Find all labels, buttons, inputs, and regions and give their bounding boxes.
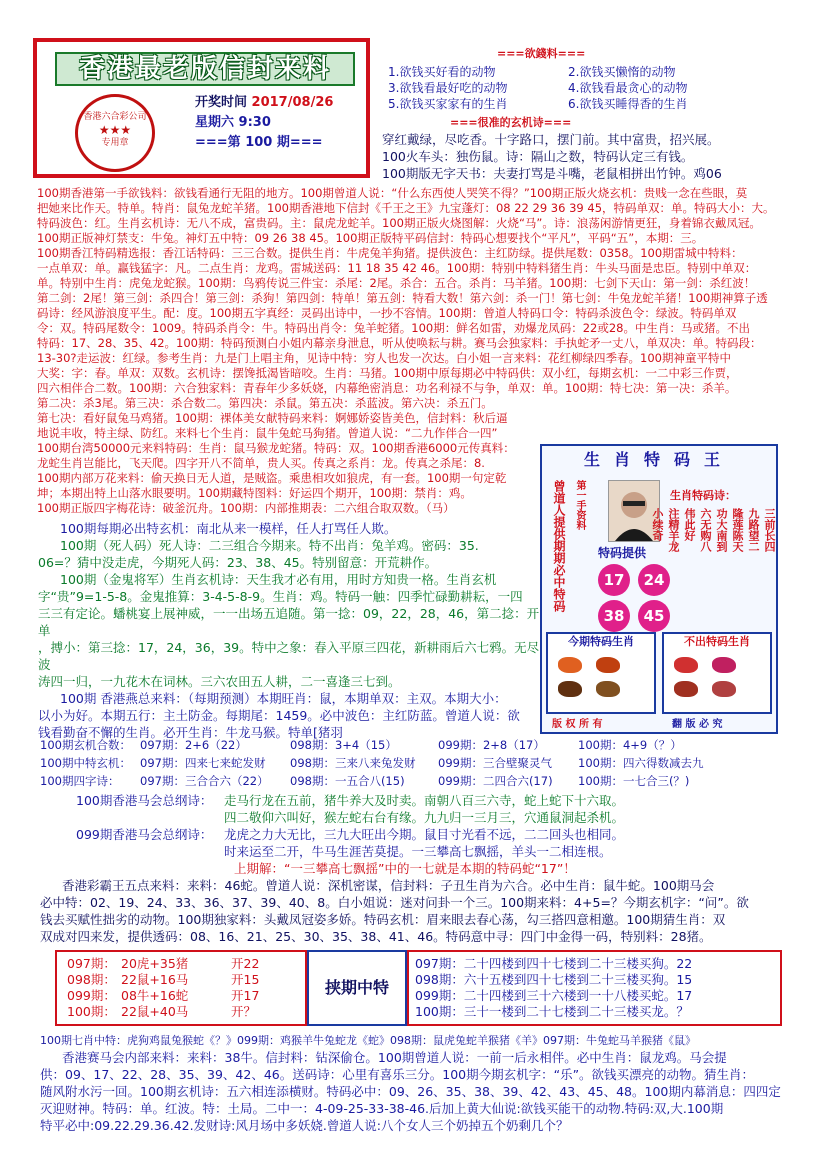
text-line: 13-30?走运波：红绿。参考生肖：九是门上唱主角，见诗中特：穷人也发一次达。白小姐一言来料：花红柳绿四季春。100期神童平特中 — [37, 351, 731, 365]
poem-line: 走马行龙在五前，猪牛养大及时卖。南朝八百三六寺，蛇上蛇下十六取。 — [224, 793, 625, 808]
xuanji-row — [40, 772, 800, 790]
poem-title: 生肖特码诗： — [670, 489, 736, 502]
poem-block — [382, 131, 802, 182]
zodiac-animal-icon — [712, 681, 736, 697]
zodiac-animal-icon — [674, 657, 698, 673]
row-cell: 098期：三来八来兔发财 — [290, 756, 416, 770]
text-line: 必中特：02、19、24、33、36、37、39、40、8。白小姐说：迷对问卦一个三。100期来料：4+5=？今期玄机字：“问”。欲 — [40, 895, 749, 910]
text-line: 涛四一归，一九花木在词林。三六农田五人耕，二一喜逢三七到。 — [38, 674, 401, 689]
period-floor-row: 099期：二十四楼到三十六楼到一十八楼买蛇。17 — [415, 988, 693, 1003]
text-line: 灭迎财神。特码：单。红波。特：土局。二中一：4-09-25-33-38-46.后加上黄大仙说:欲钱买能干的动物.特码:双,大.100期 — [40, 1101, 724, 1116]
poem-line: 时来运至二开，牛马生涯苦莫提。一三攀高七飘摇，羊头一二相连根。 — [224, 844, 612, 859]
special-label: 特码提供 — [598, 546, 647, 560]
money-item: 1.欲钱买好看的动物 — [388, 65, 496, 79]
text-line: 特平必中:09.22.29.36.42.发财诗:风月场中多妖娆.曾道人说:八个女人三个奶掉五个奶剩几个？ — [40, 1118, 569, 1133]
seal-stars: ★★★ — [98, 123, 132, 137]
horse-club-block — [76, 792, 806, 877]
poem-line: 100期版无字天书：夫妻打骂是斗嘴，老鼠相拼出竹钟。鸡06 — [382, 166, 722, 181]
period-table-center: 挟期中特 — [307, 950, 407, 1026]
text-line: 06=？猜中没走虎，今期死人码：23、38、45。特别留意：开荒耕作。 — [38, 555, 438, 570]
poem-line: 龙虎之力大无比，三九大旺出今期。鼠目寸光看不远，二二回头也相同。 — [224, 827, 625, 842]
xuanji-table — [40, 736, 800, 790]
poem-label: 100期香港马会总纲诗： — [76, 793, 213, 808]
number-ball: 45 — [638, 600, 670, 632]
draw-time-row — [195, 94, 333, 112]
period-result: 开22 — [231, 956, 260, 971]
poem-col: 三前长四 — [763, 508, 776, 552]
poem-col: 六无购八 — [699, 508, 712, 552]
money-item: 6.欲钱买睡得香的生肖 — [568, 97, 688, 111]
this-issue-panel — [546, 632, 656, 714]
zodiac-animal-icon — [596, 657, 620, 673]
zodiac-animal-icon — [712, 657, 736, 673]
text-line: 供：09、17、22、28、35、39、42、46。送码诗：心里有喜乐三分。100期今期玄机字：“乐”。欲钱买漂亮的动物。猜生肖： — [40, 1067, 755, 1082]
poem-line: 穿红戴绿，尽吃香。十字路口，摆门前。其中富贵，招兴展。 — [382, 132, 720, 147]
zodiac-animal-icon — [596, 681, 620, 697]
bottom-text-block — [40, 1032, 810, 1134]
row-cell: 097期：四来七来蛇发财 — [140, 756, 266, 770]
period-floor-row: 098期：六十五楼到四十七楼到二十三楼买狗。15 — [415, 972, 693, 987]
text-line: 特码波色：红。生肖玄机诗：无八不成，富贵码。主：鼠虎龙蛇羊。100期正版火烧图解：火烧“马”。诗：浪荡闲游情更狂，身着锦衣戴凤冠。 — [37, 216, 761, 230]
text-line: 地说丰收，特主绿、防红。来料七个生肖：鼠牛兔蛇马狗猪。曾道人说：“二九作伴合一四” — [37, 426, 498, 440]
official-seal — [75, 94, 155, 172]
text-line: 第七决：看好鼠兔马鸡猪。100期：裸体美女献特码来料：婀娜娇姿皆美色，信封料：秋后逼 — [37, 411, 508, 425]
text-line: 第二决：杀3尾。第三决：杀合数二。第四决：杀鼠。第五决：杀蓝波。第六决：杀五门。 — [37, 396, 493, 410]
row-label: 100期四字诗： — [40, 774, 120, 788]
period-issue: 098期： — [67, 972, 116, 987]
period-nums: 08牛+16蛇 — [121, 988, 189, 1003]
text-line: 100期正版神灯禁支：牛兔。神灯五中特：09 26 38 45。100期正版特平码信封：特码心想要找个“平凡”，平码“五”，本期：三。 — [37, 231, 704, 245]
number-ball: 24 — [638, 564, 670, 596]
poem-col: 小续奇 — [651, 508, 664, 541]
number-ball: 17 — [598, 564, 630, 596]
text-line: 码诗：经风游浪度平生。配：度。100期五字真经：灵码出诗中，一抄不容情。100期：曾道人特码口令：特码杀波色令：绿波。特码单双 — [37, 306, 737, 320]
poem-line: 四二敬仰六叫好，猴左蛇右台有缘。九九归一三月三，穴通鼠洞起杀机。 — [224, 810, 625, 825]
row-cell: 100期：一七合三(？) — [578, 774, 690, 788]
draw-time-label: 开奖时间 — [195, 95, 248, 110]
number-ball: 38 — [598, 600, 630, 632]
period-nums: 22鼠+40马 — [121, 1004, 189, 1019]
period-issue: 097期： — [67, 956, 116, 971]
period-result: 开17 — [231, 988, 260, 1003]
text-line: 把她来比作天。特单。特肖：鼠兔龙蛇羊猪。100期香港地下信封《千王之王》九宝蓬灯：08 22 29 36 39 45，特码单双：单。特码大小：大。 — [37, 201, 775, 215]
footer-left: 版 权 所 有 — [552, 719, 603, 730]
text-line: 100期 香港燕总来料：（每期预测）本期旺肖：鼠，本期单双：主双。本期大小： — [60, 691, 507, 706]
row-label: 100期中特玄机： — [40, 756, 131, 770]
period-floor-row: 097期：二十四楼到四十七楼到二十三楼买狗。22 — [415, 956, 693, 971]
xuanji-row — [40, 754, 800, 772]
not-special-panel — [662, 632, 772, 714]
text-line: 100期正版四字梅花诗：破釜沉舟。100期：内部推期表：二六组合取双数。（马） — [37, 501, 455, 515]
row-cell: 099期：2+8（17） — [438, 738, 545, 752]
text-line: 随风附水污一回。100期玄机诗：五六相连添横财。特码必中：09、26、35、38、39、42、43、45、48。100期内幕消息：四四定 — [40, 1084, 781, 1099]
row-cell: 097期：2+6（22） — [140, 738, 247, 752]
text-line: 100期香江特码精选报：香江话特码：三三合数。提供生肖：牛虎兔羊狗猪。提供波色：主红防绿。提供尾数：0358。100期雷城中特料： — [37, 246, 743, 260]
row-cell: 098期：一五合八(15) — [290, 774, 405, 788]
zodiac-title: 生肖特码王 — [583, 450, 734, 469]
period-result: 开？ — [231, 1004, 257, 1019]
text-line: 龙蛇生肖岂能比，飞天爬。四字开八不简单，贵人买。传真之系肖：龙。传真之杀尾：8. — [37, 456, 485, 470]
row-label: 100期玄机合数： — [40, 738, 131, 752]
money-item: 5.欲钱买家家有的生肖 — [388, 97, 508, 111]
text-line: 四六相伴合二数。100期：六合独家料：青春年少多妖娆，内幕绝密消息：功名利禄不与争，单双：单。100期：特七决：第一决：杀羊。 — [37, 381, 737, 395]
zodiac-vertical-left: 曾道人提供期期必中特码 — [552, 480, 566, 612]
poem-col: 隆莲陈天 — [731, 508, 744, 552]
not-special-label: 不出特码生肖 — [684, 635, 750, 648]
zodiac-ribbon: 第一手资料 — [574, 480, 585, 530]
footer-right: 翻 版 必 究 — [672, 719, 723, 730]
zodiac-animal-icon — [558, 657, 582, 673]
row-cell: 100期：4+9（？） — [578, 738, 682, 752]
draw-date: 2017/08/26 — [251, 95, 334, 110]
text-line: 第二剑：2尾！第三剑：杀四合！第三剑：杀狗！第四剑：特单！第五剑：特看大数！第六剑：杀一门！第七剑：牛兔龙蛇羊猪！100期神算子透 — [37, 291, 768, 305]
this-issue-label: 今期特码生肖 — [568, 635, 634, 648]
row-cell: 099期：三合壁聚灵气 — [438, 756, 552, 770]
period-result: 开15 — [231, 972, 260, 987]
poem-label: 099期香港马会总纲诗： — [76, 827, 213, 842]
page-title: 香港最老版信封来料 — [55, 52, 355, 86]
money-item: 4.欲钱看最贪心的动物 — [568, 81, 688, 95]
period-nums: 22鼠+16马 — [121, 972, 189, 987]
poem-line: 100火车头：独伤鼠。诗：隔山之数，特码认定三有钱。 — [382, 149, 694, 164]
zodiac-animal-icon — [558, 681, 582, 697]
poem-heading: ===很准的玄机诗=== — [450, 116, 572, 129]
text-line: 100期内部万花来料：偷天换日无人道，是贼盗。乘患相攻如狼虎，有一套。100期一句定乾 — [37, 471, 507, 485]
period-nums: 20虎+35猪 — [121, 956, 189, 971]
issue-number: ===第 100 期=== — [195, 135, 323, 150]
text-line: 字“贵”9=1-5-8。金鬼推算：3-4-5-8-9。生肖：鸡。特码一触：四季忙碌勤耕耘，一四 — [38, 589, 523, 604]
money-heading: ===欲錢料=== — [497, 47, 586, 60]
period-table-left — [55, 950, 307, 1026]
header-box — [33, 38, 370, 178]
last-issue-solution: 上期解：“一三攀高七飘摇”中的一七就是本期的特码蛇“17”！ — [234, 861, 576, 876]
row-cell: 097期：三合合六（22） — [140, 774, 269, 788]
row-cell: 098期：3+4（15） — [290, 738, 397, 752]
row-cell: 099期：二四合六(17) — [438, 774, 553, 788]
seal-bottom-text: 专用章 — [101, 138, 129, 148]
period-floor-row: 100期：三十一楼到二十七楼到二十三楼买龙。？ — [415, 1004, 689, 1019]
text-line: 100期每期必出特玄机：南北从来一模样，任人打骂任人欺。 — [60, 521, 397, 536]
text-line: 一点单双：单。赢钱猛字：凡。二点生肖：龙鸡。雷城送码：11 18 35 42 46。100期：特别中特料猪生肖：牛头马面是忠臣。特别中单双： — [37, 261, 757, 275]
text-line: 特码：17、28、35、42。100期：特码预测白小姐内幕亲身泄息，听从使唤耘与耕。赛马会独家料：手执蛇矛一丈八，单双决：单。特码段： — [37, 336, 762, 350]
mid-text-block — [38, 520, 540, 741]
money-item: 3.欲钱看最好吃的动物 — [388, 81, 508, 95]
poem-col: 九路望二 — [747, 508, 760, 552]
text-line: 大奖：字：春。单双：双数。玄机诗：摆馋抵渴皆暗咬。生肖：马猪。100期中原每期必中特码供：双小红，每期玄机：一二中彩三作贾， — [37, 366, 738, 380]
text-line: 香港彩霸王五点来料：来料：46蛇。曾道人说：深机密谋，信封料：子丑生肖为六合。必中生肖：鼠牛蛇。100期马会 — [62, 878, 715, 893]
poem-col: 功大南到 — [715, 508, 728, 552]
zodiac-animal-icon — [674, 681, 698, 697]
period-issue: 099期： — [67, 988, 116, 1003]
text-line: 100期香港第一手欲钱料：欲钱看通行无阻的地方。100期曾道人说：“什么东西使人哭笑不得？”100期正版火烧玄机：贵贱一念在些眼，莫 — [37, 186, 748, 200]
xuanji-row — [40, 736, 800, 754]
poem-col: 伟此好 — [683, 508, 696, 541]
poem-col: 注精羊龙 — [667, 508, 680, 552]
text-line: 100期（金鬼将军）生肖玄机诗：天生我才必有用，用时方知贵一格。生肖玄机 — [60, 572, 497, 587]
row-cell: 100期：四六得数减去九 — [578, 756, 704, 770]
money-list — [388, 64, 748, 112]
seal-top-text: 香港六合彩公司 — [83, 112, 147, 122]
text-line: 香港赛马会内部来料：来料：38牛。信封料：钻深偷仓。100期曾道人说：一前一后永相伴。必中生肖：鼠龙鸡。马会提 — [62, 1050, 727, 1065]
king-text-block — [40, 877, 810, 945]
period-issue: 100期： — [67, 1004, 116, 1019]
period-table-right — [407, 950, 782, 1026]
money-item: 2.欲钱买懒惰的动物 — [568, 65, 676, 79]
text-line: 双成对四来发，提供透码：08、16、21、25、30、35、38、41、46。特码意中寻：四门中金得一码，特别料：28猪。 — [40, 929, 712, 944]
zodiac-box — [540, 444, 778, 734]
text-line: 令：双。特码尾数令：1009。特码杀肖令：牛。特码出肖令：兔羊蛇猪。100期：鲜名如雷，劝爆龙凤码：22或28。中生肖：马或猪。不出 — [37, 321, 750, 335]
text-line: 100期（死人码）死人诗：二三组合今期来。特不出肖：兔羊鸡。密码：35. — [60, 538, 479, 553]
text-line: 三三有定论。蟠桃宴上展神威，一一出场五追随。第一捻：09，22，28，46，第二捻：开单 — [38, 606, 540, 638]
text-line: 钱去买赋性拙劣的动物。100期独家料：头戴凤冠姿多娇。特码玄机：眉来眼去春心荡，勾三搭四意相邀。100期猜生肖：双 — [40, 912, 726, 927]
text-line: 100期七肖中特：虎狗鸡鼠兔猴蛇《？》099期：鸡猴羊牛兔蛇龙《蛇》098期：鼠虎兔蛇羊猴猪《羊》097期：牛兔蛇马羊猴猪《鼠》 — [40, 1034, 696, 1047]
text-line: 钱看勤奋不懈的生肖。必开生肖：牛龙马猴。特单[猪羽 — [38, 725, 343, 740]
text-line: ，搏小：第三捻：17，24，36，39。特中之象：春入平原三四花，新耕雨后六七鸦。无尽波 — [38, 640, 540, 672]
text-line: 单。特别中生肖：虎兔龙蛇猴。100期：鸟鸦传说三件宝：杀尾：2尾。杀合：五合。杀肖：马羊猪。100期：七剑下天山：第一剑：杀红波！ — [37, 276, 756, 290]
text-line: 100期台湾50000元来料特码：生肖：鼠马猴龙蛇猪。特码：双。100期香港6000元传真料： — [37, 441, 515, 455]
text-line: 以小为好。本期五行：主土防金。每期尾：1459。必中波色：主红防蓝。曾道人说：欲 — [38, 708, 520, 723]
text-line: 坤；本期出特上山落水眼要明。100期藏特图料：好运四个期开，100期：禁肖：鸡。 — [37, 486, 472, 500]
weekday-time: 星期六 9:30 — [195, 115, 271, 130]
